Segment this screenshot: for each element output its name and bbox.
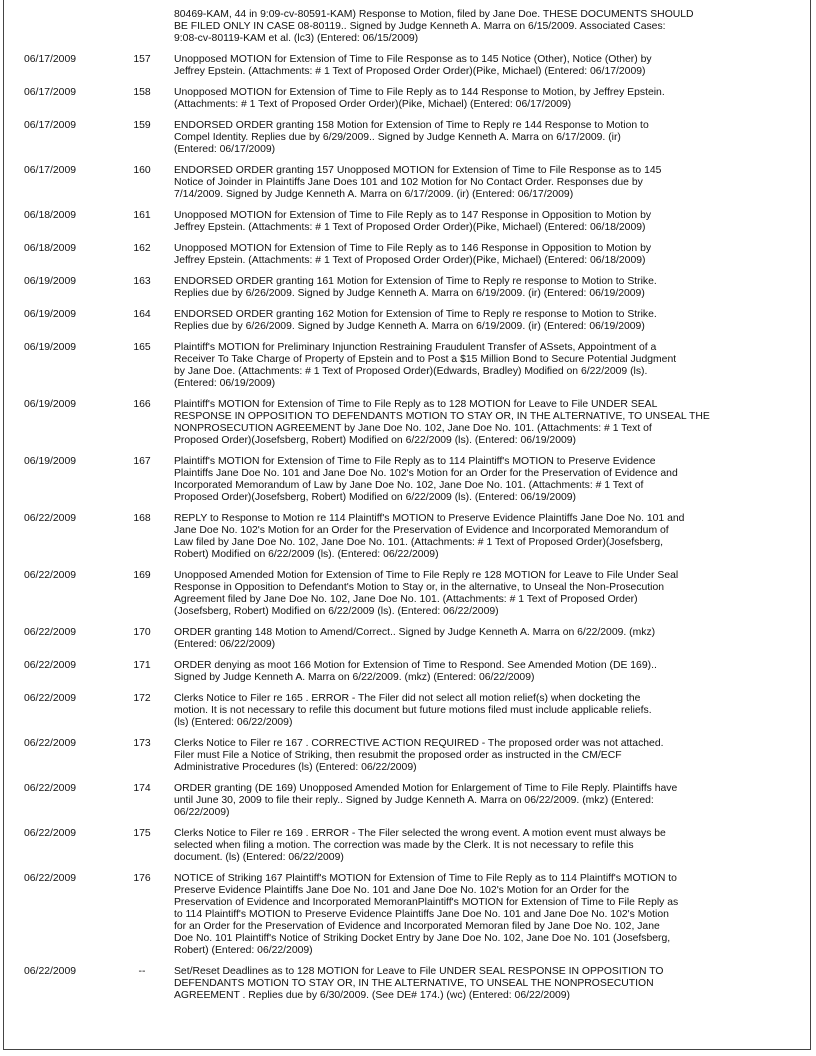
docket-page — [3, 0, 811, 1050]
entry-date: 06/19/2009 — [24, 309, 77, 320]
entry-text: Plaintiff's MOTION for Preliminary Injunction Restraining Fraudulent Transfer of ASsets, Appointment of a Receiver To Take Charge of Property of Epstein and to Post a $15 Million Bond to Secure Potential Judgment by Jane Doe. (Attachments: # 1 Text of Proposed Order)(Edwards, Bradley) Modified on 6/22/2009 (ls). (Entered: 06/19/2009) — [174, 342, 677, 389]
docket-entry — [4, 309, 810, 333]
entry-number: 173 — [133, 738, 151, 749]
entry-date: 06/22/2009 — [24, 513, 77, 524]
entry-text: ORDER granting 148 Motion to Amend/Correct.. Signed by Judge Kenneth A. Marra on 6/22/2009. (mkz) (Entered: 06/22/2009) — [174, 627, 656, 650]
docket-entry — [4, 120, 810, 156]
entry-number: 161 — [133, 210, 151, 221]
docket-continuation — [4, 0, 810, 45]
entry-number: 170 — [133, 627, 151, 638]
entry-date: 06/22/2009 — [24, 570, 77, 581]
entry-date: 06/22/2009 — [24, 783, 77, 794]
docket-entry — [4, 399, 810, 447]
entry-text: Unopposed Amended Motion for Extension of Time to File Reply re 128 MOTION for Leave to File Under Seal Response in Opposition to Defendant's Motion to Stay or, in the alternative, to Unseal the Non-Prosecution Agreement filed by Jane Doe No. 102, Jane Doe No. 101. (Attachments: # 1 Text of Proposed Order) (Josefsberg, Robert) Modified on 6/22/2009 (ls). (Entered: 06/22/2009) — [174, 570, 679, 617]
entry-date: 06/19/2009 — [24, 399, 77, 410]
docket-entry — [4, 873, 810, 957]
entry-date: 06/22/2009 — [24, 873, 77, 884]
docket-entry — [4, 276, 810, 300]
entry-number: 164 — [133, 309, 151, 320]
entry-text: ENDORSED ORDER granting 162 Motion for Extension of Time to Reply re response to Motion to Strike. Replies due by 6/26/2009. Signed by Judge Kenneth A. Marra on 6/19/2009. (ir) (Entered: 06/19/2009) — [174, 309, 657, 332]
entry-text: ORDER denying as moot 166 Motion for Extension of Time to Respond. See Amended Motion (DE 169).. Signed by Judge Kenneth A. Marra on 6/22/2009. (mkz) (Entered: 06/22/2009) — [174, 660, 657, 683]
entry-number: 159 — [133, 120, 151, 131]
entry-text: Clerks Notice to Filer re 165 . ERROR - The Filer did not select all motion relief(s) when docketing the motion. It is not necessary to refile this document but future motions filed must include applicable reliefs. (ls) (Entered: 06/22/2009) — [174, 693, 652, 728]
entry-text: Unopposed MOTION for Extension of Time to File Reply as to 146 Response in Opposition to Motion by Jeffrey Epstein. (Attachments: # 1 Text of Proposed Order Order)(Pike, Michael) (Entered: 06/18/2009) — [174, 243, 652, 266]
docket-entry — [4, 243, 810, 267]
entry-number: 175 — [133, 828, 151, 839]
entry-text: Plaintiff's MOTION for Extension of Time to File Reply as to 128 MOTION for Leave to File UNDER SEAL RESPONSE IN OPPOSITION TO DEFENDANTS MOTION TO STAY OR, IN THE ALTERNATIVE, TO UNSEAL THE NONPROSECUTION AGREEMENT by Jane Doe No. 102, Jane Doe No. 101. (Attachments: # 1 Text of Proposed Order)(Josefsberg, Robert) Modified on 6/22/2009 (ls). (Entered: 06/19/2009) — [174, 399, 710, 446]
entry-text: Unopposed MOTION for Extension of Time to File Reply as to 147 Response in Opposition to Motion by Jeffrey Epstein. (Attachments: # 1 Text of Proposed Order Order)(Pike, Michael) (Entered: 06/18/2009) — [174, 210, 652, 233]
entry-number: 176 — [133, 873, 151, 884]
entry-number: 172 — [133, 693, 151, 704]
docket-entry — [4, 783, 810, 819]
docket-entry — [4, 627, 810, 651]
entry-number: 167 — [133, 456, 151, 467]
docket-entry — [4, 342, 810, 390]
entry-number: -- — [138, 966, 146, 977]
docket-entry — [4, 513, 810, 561]
entry-number: 165 — [133, 342, 151, 353]
entry-number: 160 — [133, 165, 151, 176]
entry-date: 06/17/2009 — [24, 165, 77, 176]
entry-number: 162 — [133, 243, 151, 254]
entry-date: 06/19/2009 — [24, 456, 77, 467]
entry-number: 168 — [133, 513, 151, 524]
continuation-text: 80469-KAM, 44 in 9:09-cv-80591-KAM) Response to Motion, filed by Jane Doe. THESE DOCUMENTS SHOULD BE FILED ONLY IN CASE 08-80119.. Signed by Judge Kenneth A. Marra on 6/15/2009. Associated Cases: 9:08-cv-80119-KAM et al. (lc3) (Entered: 06/15/2009) — [174, 9, 694, 44]
entry-number: 163 — [133, 276, 151, 287]
entry-text: Clerks Notice to Filer re 169 . ERROR - The Filer selected the wrong event. A motion event must always be selected when filing a motion. The correction was made by the Clerk. It is not necessary to refile this document. (ls) (Entered: 06/22/2009) — [174, 828, 666, 863]
entry-text: REPLY to Response to Motion re 114 Plaintiff's MOTION to Preserve Evidence Plaintiffs Jane Doe No. 101 and Jane Doe No. 102's Motion for an Order for the Preservation of Evidence and Incorporated Memorandum of Law filed by Jane Doe No. 102, Jane Doe No. 101. (Attachments: # 1 Text of Proposed Order)(Josefsberg, Robert) Modified on 6/22/2009 (ls). (Entered: 06/22/2009) — [174, 513, 685, 560]
docket-entry — [4, 966, 810, 1002]
entry-number: 169 — [133, 570, 151, 581]
docket-entry — [4, 210, 810, 234]
entry-text: Set/Reset Deadlines as to 128 MOTION for Leave to File UNDER SEAL RESPONSE IN OPPOSITION TO DEFENDANTS MOTION TO STAY OR, IN THE ALTERNATIVE, TO UNSEAL THE NONPROSECUTION AGREEMENT . Replies due by 6/30/2009. (See DE# 174.) (wc) (Entered: 06/22/2009) — [174, 966, 664, 1001]
entry-text: NOTICE of Striking 167 Plaintiff's MOTION for Extension of Time to File Reply as to 114 Plaintiff's MOTION to Preserve Evidence Plaintiffs Jane Doe No. 101 and Jane Doe No. 102's Motion for an Order for the Preservation of Evidence and Incorporated MemoranPlaintiff's MOTION for Extension of Time to File Reply as to 114 Plaintiff's MOTION to Preserve Evidence Plaintiffs Jane Doe No. 101 and Jane Doe No. 102's Motion for an Order for the Preservation of Evidence and Incorporated Memoran filed by Jane Doe No. 102, Jane Doe No. 101 Plaintiff's Notice of Striking Docket Entry by Jane Doe No. 102, Jane Doe No. 101 (Josefsberg, Robert) (Entered: 06/22/2009) — [174, 873, 679, 956]
docket-entry — [4, 828, 810, 864]
entry-date: 06/22/2009 — [24, 738, 77, 749]
entry-number: 174 — [133, 783, 151, 794]
entry-date: 06/22/2009 — [24, 627, 77, 638]
entry-date: 06/22/2009 — [24, 660, 77, 671]
docket-entry — [4, 165, 810, 201]
docket-entry — [4, 660, 810, 684]
entry-date: 06/17/2009 — [24, 87, 77, 98]
entry-number: 171 — [133, 660, 151, 671]
entry-date: 06/22/2009 — [24, 828, 77, 839]
entry-text: ENDORSED ORDER granting 158 Motion for Extension of Time to Reply re 144 Response to Motion to Compel Identity. Replies due by 6/29/2009.. Signed by Judge Kenneth A. Marra on 6/17/2009. (ir) (Entered: 06/17/2009) — [174, 120, 649, 155]
docket-entry — [4, 693, 810, 729]
entry-text: Unopposed MOTION for Extension of Time to File Response as to 145 Notice (Other), Notice (Other) by Jeffrey Epstein. (Attachments: # 1 Text of Proposed Order Order)(Pike, Michael) (Entered: 06/17/2009) — [174, 54, 652, 77]
entry-date: 06/19/2009 — [24, 342, 77, 353]
docket-entry — [4, 456, 810, 504]
entry-text: ENDORSED ORDER granting 161 Motion for Extension of Time to Reply re response to Motion to Strike. Replies due by 6/26/2009. Signed by Judge Kenneth A. Marra on 6/19/2009. (ir) (Entered: 06/19/2009) — [174, 276, 657, 299]
entry-date: 06/17/2009 — [24, 54, 77, 65]
entry-date: 06/18/2009 — [24, 210, 77, 221]
entry-number: 158 — [133, 87, 151, 98]
docket-entry — [4, 87, 810, 111]
entry-date: 06/22/2009 — [24, 966, 77, 977]
docket-entries — [4, 45, 810, 1002]
entry-text: ENDORSED ORDER granting 157 Unopposed MOTION for Extension of Time to File Response as to 145 Notice of Joinder in Plaintiffs Jane Does 101 and 102 Motion for No Contact Order. Responses due by 7/14/2009. Signed by Judge Kenneth A. Marra on 6/17/2009. (ir) (Entered: 06/17/2009) — [174, 165, 662, 200]
docket-entry — [4, 738, 810, 774]
entry-date: 06/22/2009 — [24, 693, 77, 704]
entry-text: Clerks Notice to Filer re 167 . CORRECTIVE ACTION REQUIRED - The proposed order was not attached. Filer must File a Notice of Striking, then resubmit the proposed order as instructed in the CM/ECF Administrative Procedures (ls) (Entered: 06/22/2009) — [174, 738, 664, 773]
entry-text: Plaintiff's MOTION for Extension of Time to File Reply as to 114 Plaintiff's MOTION to Preserve Evidence Plaintiffs Jane Doe No. 101 and Jane Doe No. 102's Motion for an Order for the Preservation of Evidence and Incorporated Memorandum of Law by Jane Doe No. 102, Jane Doe No. 101. (Attachments: # 1 Text of Proposed Order)(Josefsberg, Robert) Modified on 6/22/2009 (ls). (Entered: 06/19/2009) — [174, 456, 678, 503]
entry-date: 06/17/2009 — [24, 120, 77, 131]
docket-entry — [4, 570, 810, 618]
entry-date: 06/19/2009 — [24, 276, 77, 287]
docket-entry — [4, 54, 810, 78]
entry-number: 166 — [133, 399, 151, 410]
entry-text: Unopposed MOTION for Extension of Time to File Reply as to 144 Response to Motion, by Jeffrey Epstein. (Attachments: # 1 Text of Proposed Order Order)(Pike, Michael) (Entered: 06/17/2009) — [174, 87, 665, 110]
entry-text: ORDER granting (DE 169) Unopposed Amended Motion for Enlargement of Time to File Reply. Plaintiffs have until June 30, 2009 to file their reply.. Signed by Judge Kenneth A. Marra on 06/22/2009. (mkz) (Entered: 06/22/2009) — [174, 783, 678, 818]
entry-date: 06/18/2009 — [24, 243, 77, 254]
entry-number: 157 — [133, 54, 151, 65]
